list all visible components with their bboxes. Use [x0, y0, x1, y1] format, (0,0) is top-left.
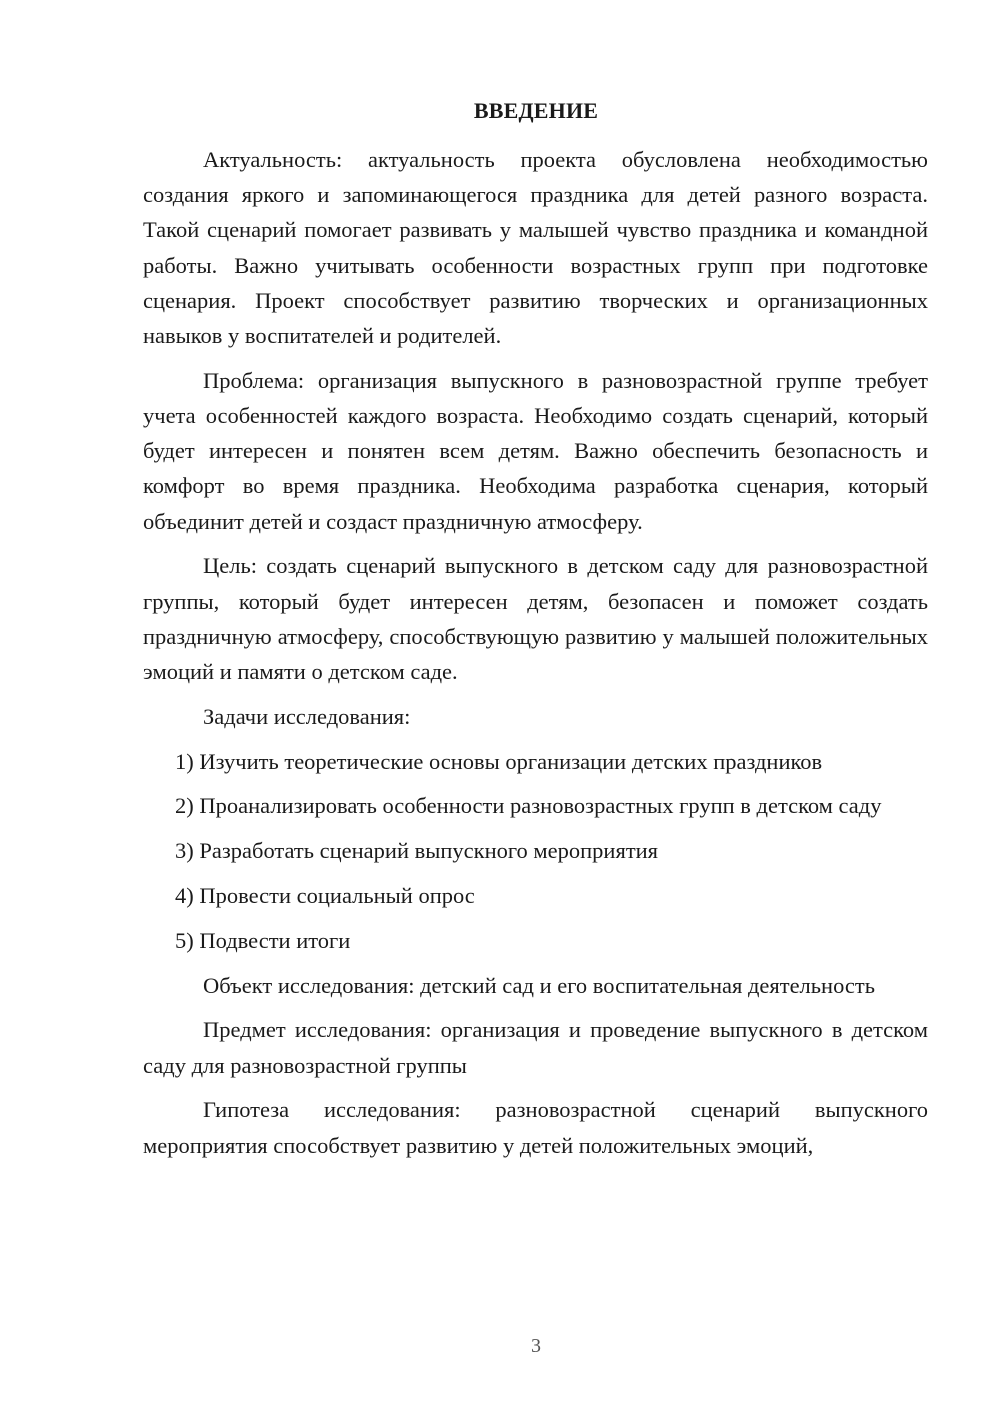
task-item-2: 2) Проанализировать особенности разновозрастных групп в детском саду	[175, 793, 882, 819]
paragraph-relevance: Актуальность: актуальность проекта обусловлена необходимостью создания яркого и запоминающегося праздника для детей разного возраста. Такой сценарий помогает развивать у малышей чувство праздника и командной работы. Важно учитывать особенности возрастных групп при подготовке сценария. Проект способствует развитию творческих и организационных навыков у воспитателей и родителей.	[143, 147, 928, 349]
page-number: 3	[531, 1335, 541, 1357]
paragraph-subject: Предмет исследования: организация и проведение выпускного в детском саду для разновозрастной группы	[143, 1017, 928, 1078]
paragraph-tasks-intro: Задачи исследования:	[203, 703, 411, 729]
paragraph-object: Объект исследования: детский сад и его воспитательная деятельность	[203, 972, 875, 998]
task-item-5: 5) Подвести итоги	[175, 927, 351, 953]
paragraph-goal: Цель: создать сценарий выпускного в детском саду для разновозрастной группы, который будет интересен детям, безопасен и поможет создать праздничную атмосферу, способствующую развитию у малышей положительных эмоций и памяти о детском саде.	[143, 553, 928, 685]
paragraph-problem: Проблема: организация выпускного в разновозрастной группе требует учета особенностей каждого возраста. Необходимо создать сценарий, который будет интересен и понятен всем детям. Важно обеспечить безопасность и комфорт во время праздника. Необходима разработка сценария, который объединит детей и создаст праздничную атмосферу.	[143, 367, 928, 534]
paragraph-hypothesis: Гипотеза исследования: разновозрастной сценарий выпускного мероприятия способствует развитию у детей положительных эмоций,	[143, 1097, 928, 1158]
section-heading: ВВЕДЕНИЕ	[473, 98, 599, 123]
task-item-3: 3) Разработать сценарий выпускного мероприятия	[175, 838, 659, 864]
task-item-4: 4) Провести социальный опрос	[175, 883, 475, 909]
document-body	[143, 142, 928, 1172]
task-item-1: 1) Изучить теоретические основы организации детских праздников	[175, 748, 823, 774]
